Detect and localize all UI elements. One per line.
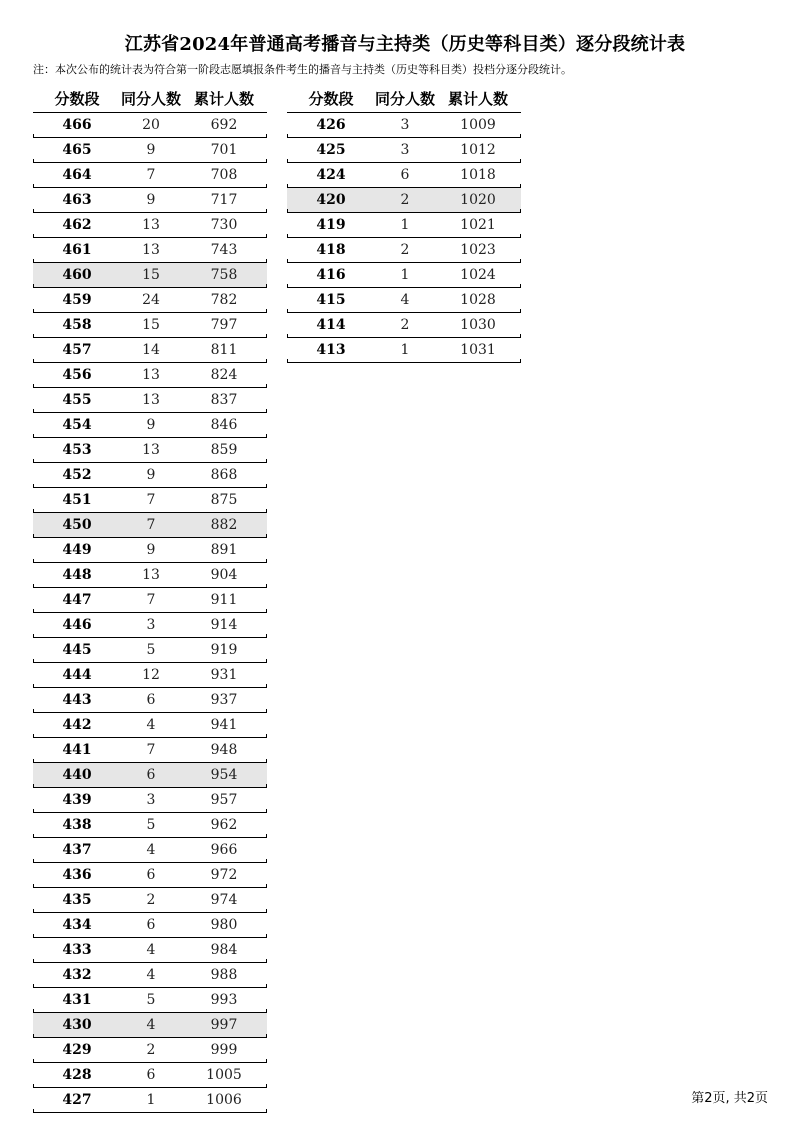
cumulative-cell: 1023 [460,242,496,258]
score-cell: 418 [316,242,346,258]
score-table-right [287,84,521,363]
same-count-cell: 6 [146,917,156,933]
same-count-cell: 3 [146,617,156,633]
table-header [287,84,521,113]
cumulative-cell: 701 [210,142,238,158]
same-count-cell: 20 [142,117,160,133]
table-row [33,913,267,938]
same-count-cell: 6 [146,767,156,783]
same-count-cell: 2 [400,242,410,258]
score-cell: 446 [62,617,92,633]
same-count-cell: 7 [146,517,156,533]
score-cell: 435 [62,892,92,908]
same-count-cell: 1 [400,217,410,233]
table-row [287,163,521,188]
same-count-cell: 3 [400,142,410,158]
same-count-cell: 4 [146,842,156,858]
same-count-cell: 2 [146,1042,156,1058]
cumulative-cell: 962 [210,817,238,833]
cumulative-cell: 811 [210,342,238,358]
table-header [33,84,267,113]
same-count-cell: 24 [142,292,160,308]
table-row [287,238,521,263]
cumulative-cell: 859 [210,442,238,458]
cumulative-cell: 966 [210,842,238,858]
score-cell: 420 [316,192,346,208]
score-cell: 415 [316,292,346,308]
table-row [33,288,267,313]
score-cell: 449 [62,542,92,558]
table-row [33,163,267,188]
same-count-cell: 13 [142,367,160,383]
cumulative-cell: 1009 [460,117,496,133]
same-count-cell: 9 [146,417,156,433]
table-row [33,888,267,913]
cumulative-cell: 941 [210,717,238,733]
table-row [33,1038,267,1063]
score-cell: 428 [62,1067,92,1083]
cumulative-cell: 743 [210,242,238,258]
table-row [33,363,267,388]
cumulative-cell: 993 [210,992,238,1008]
cumulative-cell: 1012 [460,142,496,158]
header-same-count: 同分人数 [375,89,436,108]
same-count-cell: 12 [142,667,160,683]
table-row [33,1013,267,1038]
score-cell: 434 [62,917,92,933]
table-row [33,738,267,763]
same-count-cell: 1 [400,342,410,358]
cumulative-cell: 891 [210,542,238,558]
same-count-cell: 5 [146,817,156,833]
table-row [287,188,521,213]
score-cell: 429 [62,1042,92,1058]
score-cell: 444 [62,667,92,683]
header-cumulative: 累计人数 [447,89,508,108]
same-count-cell: 9 [146,542,156,558]
table-row [33,388,267,413]
score-cell: 458 [62,317,92,333]
score-cell: 456 [62,367,92,383]
cumulative-cell: 937 [210,692,238,708]
cumulative-cell: 717 [210,192,238,208]
table-body [33,113,267,1113]
score-cell: 452 [62,467,92,483]
score-cell: 442 [62,717,92,733]
header-cumulative: 累计人数 [193,89,254,108]
score-cell: 413 [316,342,346,358]
table-row [33,488,267,513]
cumulative-cell: 1005 [206,1067,242,1083]
table-row [33,838,267,863]
score-cell: 431 [62,992,92,1008]
same-count-cell: 6 [146,1067,156,1083]
cumulative-cell: 948 [210,742,238,758]
score-cell: 443 [62,692,92,708]
cumulative-cell: 984 [210,942,238,958]
table-row [33,538,267,563]
score-cell: 432 [62,967,92,983]
table-row [33,688,267,713]
table-row [287,313,521,338]
page-number: 第2页, 共2页 [691,1091,768,1106]
score-cell: 430 [62,1017,92,1033]
table-row [287,338,521,363]
same-count-cell: 6 [146,692,156,708]
same-count-cell: 6 [146,867,156,883]
cumulative-cell: 972 [210,867,238,883]
cumulative-cell: 875 [210,492,238,508]
score-cell: 450 [62,517,92,533]
header-score-band: 分数段 [308,89,354,108]
same-count-cell: 4 [146,967,156,983]
cumulative-cell: 954 [210,767,238,783]
same-count-cell: 4 [146,942,156,958]
score-cell: 448 [62,567,92,583]
same-count-cell: 13 [142,392,160,408]
table-row [33,938,267,963]
cumulative-cell: 1030 [460,317,496,333]
score-cell: 445 [62,642,92,658]
same-count-cell: 3 [400,117,410,133]
score-cell: 465 [62,142,92,158]
table-row [33,438,267,463]
same-count-cell: 13 [142,217,160,233]
score-cell: 460 [62,267,92,283]
same-count-cell: 4 [146,717,156,733]
table-row [287,213,521,238]
same-count-cell: 13 [142,242,160,258]
cumulative-cell: 846 [210,417,238,433]
same-count-cell: 1 [146,1092,156,1108]
same-count-cell: 9 [146,142,156,158]
table-row [33,413,267,438]
table-row [33,263,267,288]
same-count-cell: 7 [146,742,156,758]
score-cell: 416 [316,267,346,283]
score-cell: 466 [62,117,92,133]
cumulative-cell: 824 [210,367,238,383]
score-cell: 464 [62,167,92,183]
table-row [33,988,267,1013]
table-row [33,813,267,838]
cumulative-cell: 1028 [460,292,496,308]
table-row [33,138,267,163]
score-cell: 453 [62,442,92,458]
table-row [33,213,267,238]
same-count-cell: 3 [146,792,156,808]
score-table-left [33,84,267,1113]
score-cell: 462 [62,217,92,233]
same-count-cell: 15 [142,317,160,333]
same-count-cell: 4 [400,292,410,308]
cumulative-cell: 931 [210,667,238,683]
cumulative-cell: 692 [210,117,238,133]
cumulative-cell: 708 [210,167,238,183]
table-row [33,863,267,888]
cumulative-cell: 1020 [460,192,496,208]
score-cell: 463 [62,192,92,208]
same-count-cell: 14 [142,342,160,358]
table-row [33,613,267,638]
cumulative-cell: 980 [210,917,238,933]
table-row [287,263,521,288]
cumulative-cell: 919 [210,642,238,658]
table-note: 注：本次公布的统计表为符合第一阶段志愿填报条件考生的播音与主持类（历史等科目类）投档分逐分段统计。 [33,63,572,76]
cumulative-cell: 782 [210,292,238,308]
score-cell: 455 [62,392,92,408]
table-row [287,113,521,138]
table-row [33,238,267,263]
same-count-cell: 6 [400,167,410,183]
cumulative-cell: 837 [210,392,238,408]
score-cell: 425 [316,142,346,158]
cumulative-cell: 999 [210,1042,238,1058]
cumulative-cell: 911 [210,592,238,608]
same-count-cell: 9 [146,192,156,208]
table-row [33,963,267,988]
table-row [33,313,267,338]
cumulative-cell: 1021 [460,217,496,233]
score-cell: 451 [62,492,92,508]
cumulative-cell: 1006 [206,1092,242,1108]
table-row [33,513,267,538]
table-row [33,663,267,688]
cumulative-cell: 797 [210,317,238,333]
cumulative-cell: 882 [210,517,238,533]
cumulative-cell: 730 [210,217,238,233]
score-cell: 441 [62,742,92,758]
table-row [33,713,267,738]
cumulative-cell: 1024 [460,267,496,283]
score-cell: 424 [316,167,346,183]
score-cell: 447 [62,592,92,608]
table-row [33,788,267,813]
same-count-cell: 13 [142,442,160,458]
same-count-cell: 4 [146,1017,156,1033]
header-same-count: 同分人数 [121,89,182,108]
table-row [33,588,267,613]
table-body [287,113,521,363]
score-cell: 457 [62,342,92,358]
same-count-cell: 7 [146,592,156,608]
same-count-cell: 2 [146,892,156,908]
cumulative-cell: 988 [210,967,238,983]
same-count-cell: 5 [146,642,156,658]
same-count-cell: 1 [400,267,410,283]
score-cell: 419 [316,217,346,233]
score-cell: 440 [62,767,92,783]
score-cell: 454 [62,417,92,433]
cumulative-cell: 1018 [460,167,496,183]
table-row [287,138,521,163]
table-row [33,113,267,138]
score-cell: 459 [62,292,92,308]
cumulative-cell: 904 [210,567,238,583]
cumulative-cell: 957 [210,792,238,808]
score-cell: 438 [62,817,92,833]
table-row [33,463,267,488]
header-score-band: 分数段 [54,89,100,108]
table-row [33,1063,267,1088]
table-row [33,638,267,663]
table-row [287,288,521,313]
cumulative-cell: 914 [210,617,238,633]
cumulative-cell: 1031 [460,342,496,358]
same-count-cell: 2 [400,192,410,208]
same-count-cell: 15 [142,267,160,283]
score-cell: 437 [62,842,92,858]
table-row [33,1088,267,1113]
score-cell: 439 [62,792,92,808]
table-row [33,338,267,363]
score-cell: 414 [316,317,346,333]
table-row [33,188,267,213]
same-count-cell: 5 [146,992,156,1008]
cumulative-cell: 868 [210,467,238,483]
score-cell: 433 [62,942,92,958]
same-count-cell: 13 [142,567,160,583]
same-count-cell: 9 [146,467,156,483]
table-row [33,763,267,788]
table-row [33,563,267,588]
cumulative-cell: 758 [210,267,238,283]
score-cell: 436 [62,867,92,883]
page-title: 江苏省2024年普通高考播音与主持类（历史等科目类）逐分段统计表 [124,34,686,55]
score-cell: 426 [316,117,346,133]
same-count-cell: 7 [146,492,156,508]
score-cell: 461 [62,242,92,258]
cumulative-cell: 974 [210,892,238,908]
same-count-cell: 7 [146,167,156,183]
same-count-cell: 2 [400,317,410,333]
cumulative-cell: 997 [210,1017,238,1033]
score-cell: 427 [62,1092,92,1108]
